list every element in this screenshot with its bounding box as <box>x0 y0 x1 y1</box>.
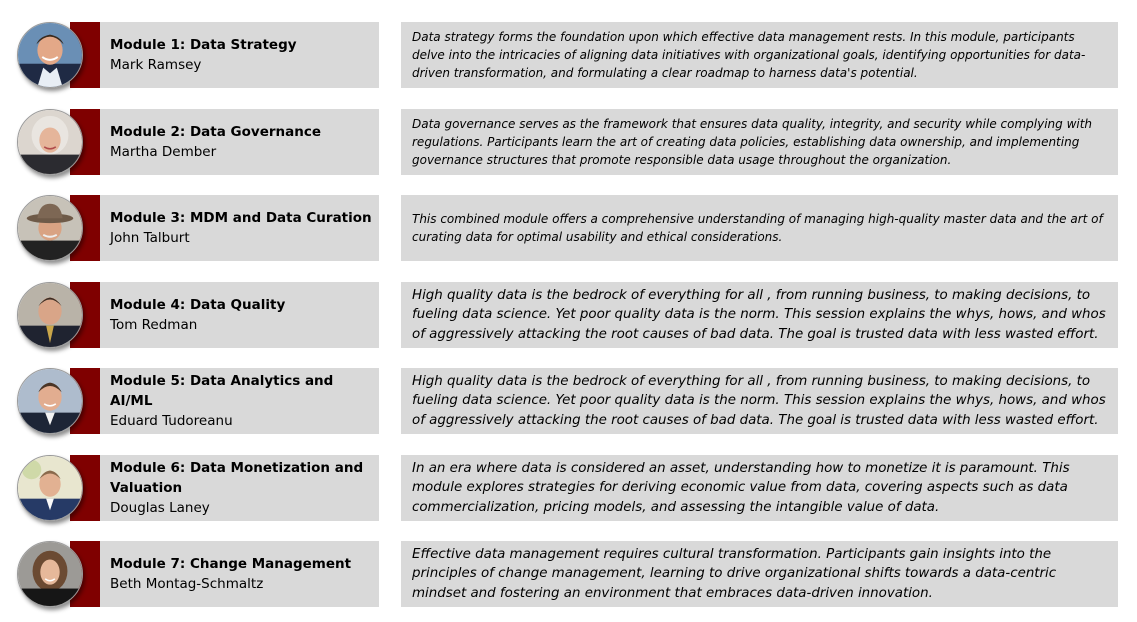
module-description: High quality data is the bedrock of everything for all , from running business, to making decisions, to fueling data science. Yet poor quality data is the norm. This session explains the whys, hows, and whos of aggressively attacking the root causes of bad data. The goal is trusted data with less wasted effort. <box>412 287 1106 342</box>
module-description-panel <box>401 368 1118 434</box>
module-description-panel <box>401 109 1118 175</box>
module-description-panel <box>401 455 1118 521</box>
module-title: Module 1: Data Strategy <box>110 37 297 53</box>
module-row <box>0 455 1137 523</box>
presenter-photo <box>17 455 83 521</box>
module-title: Module 5: Data Analytics and AI/ML <box>110 373 334 409</box>
module-description-panel <box>401 195 1118 261</box>
presenter-photo <box>17 22 83 88</box>
module-description: Data strategy forms the foundation upon which effective data management rests. In this module, participants delve into the intricacies of aligning data initiatives with organizational goals, identifying opportunities for data-driven transformation, and formulating a clear roadmap to harness data's potential. <box>412 30 1086 80</box>
presenter-name: Douglas Laney <box>110 500 210 516</box>
module-description: This combined module offers a comprehensive understanding of managing high-quality master data and the art of curating data for optimal usability and ethical considerations. <box>412 212 1103 244</box>
module-description: Data governance serves as the framework that ensures data quality, integrity, and security while complying with regulations. Participants learn the art of creating data policies, establishing data ownership, and implementing governance structures that promote responsible data usage throughout the organization. <box>412 117 1093 167</box>
presenter-photo <box>17 282 83 348</box>
module-title: Module 7: Change Management <box>110 556 352 572</box>
presenter-name: Martha Dember <box>110 144 217 160</box>
module-description: High quality data is the bedrock of everything for all , from running business, to making decisions, to fueling data science. Yet poor quality data is the norm. This session explains the whys, hows, and whos of aggressively attacking the root causes of bad data. The goal is trusted data with less wasted effort. <box>412 373 1106 428</box>
module-description-panel <box>401 541 1118 607</box>
module-description: In an era where data is considered an asset, understanding how to monetize it is paramount. This module explores strategies for deriving economic value from data, covering aspects such as data commercialization, pricing models, and assessing the intangible value of data. <box>412 460 1070 515</box>
presenter-photo <box>17 368 83 434</box>
module-title: Module 4: Data Quality <box>110 297 286 313</box>
module-row <box>0 109 1137 177</box>
module-description: Effective data management requires cultural transformation. Participants gain insights into the principles of change management, learning to drive organizational shifts towards a data-centric mindset and fostering an environment that embraces data-driven innovation. <box>412 546 1057 601</box>
module-row <box>0 195 1137 263</box>
presenter-name: John Talburt <box>110 230 190 246</box>
module-row <box>0 282 1137 350</box>
presenter-name: Eduard Tudoreanu <box>110 413 233 429</box>
module-row <box>0 22 1137 90</box>
module-title: Module 2: Data Governance <box>110 124 321 140</box>
presenter-name: Beth Montag-Schmaltz <box>110 576 264 592</box>
module-title: Module 3: MDM and Data Curation <box>110 210 372 226</box>
module-title: Module 6: Data Monetization and Valuation <box>110 460 364 496</box>
presenter-name: Mark Ramsey <box>110 57 202 73</box>
presenter-photo <box>17 195 83 261</box>
presenter-photo <box>17 541 83 607</box>
module-description-panel <box>401 282 1118 348</box>
module-description-panel <box>401 22 1118 88</box>
module-row <box>0 368 1137 436</box>
module-row <box>0 541 1137 609</box>
presenter-photo <box>17 109 83 175</box>
presenter-name: Tom Redman <box>110 317 198 333</box>
